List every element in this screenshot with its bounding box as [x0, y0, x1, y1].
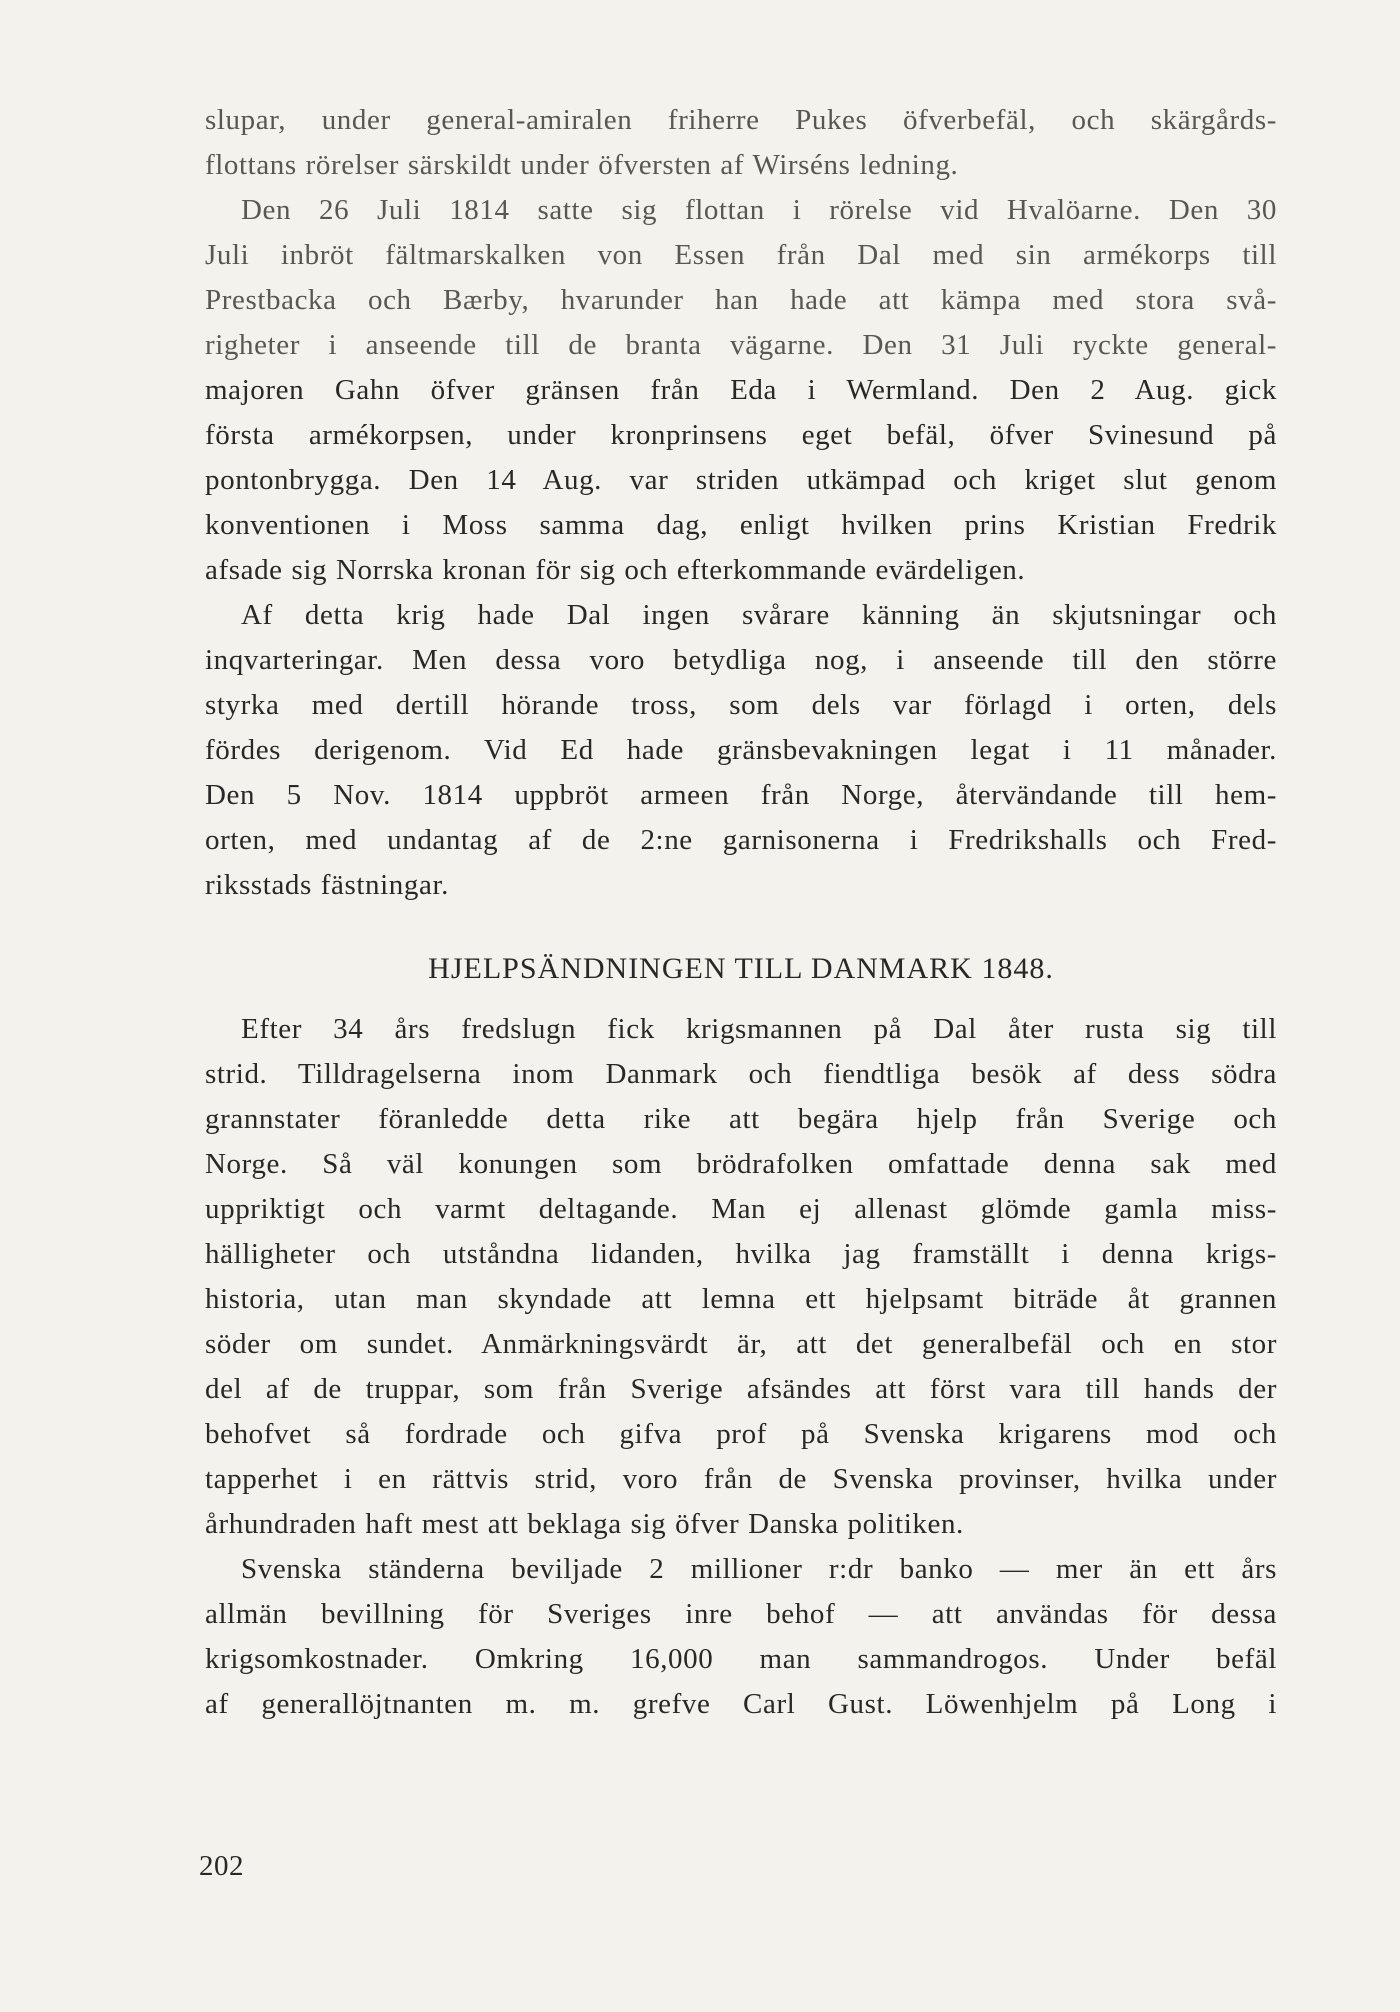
text-line: inqvarteringar. Men dessa voro betydliga nog, i anseende till den större: [205, 644, 1277, 676]
text-line: Af detta krig hade Dal ingen svårare känning än skjutsningar och: [241, 599, 1277, 631]
paragraph: [205, 1007, 1277, 1547]
text-line: styrka med dertill hörande tross, som dels var förlagd i orten, dels: [205, 689, 1277, 721]
text-line: grannstater föranledde detta rike att begära hjelp från Sverige och: [205, 1103, 1277, 1135]
paragraph: [205, 1547, 1277, 1727]
text-line: fördes derigenom. Vid Ed hade gränsbevakningen legat i 11 månader.: [205, 734, 1277, 766]
text-line: Prestbacka och Bærby, hvarunder han hade att kämpa med stora svå-: [205, 284, 1277, 316]
text-line: behofvet så fordrade och gifva prof på Svenska krigarens mod och: [205, 1418, 1277, 1450]
text-line: konventionen i Moss samma dag, enligt hvilken prins Kristian Fredrik: [205, 509, 1277, 541]
paragraph: [205, 188, 1277, 593]
text-line: flottans rörelser särskildt under öfversten af Wirséns ledning.: [205, 149, 959, 181]
text-block-main: [205, 1007, 1277, 1727]
text-line: första armékorpsen, under kronprinsens eget befäl, öfver Svinesund på: [205, 419, 1277, 451]
text-line: orten, med undantag af de 2:ne garnisonerna i Fredrikshalls och Fred-: [205, 824, 1277, 856]
text-line: afsade sig Norrska kronan för sig och efterkommande evärdeligen.: [205, 554, 1026, 586]
text-line: Den 5 Nov. 1814 uppbröt armeen från Norge, återvändande till hem-: [205, 779, 1277, 811]
text-line: hälligheter och utståndna lidanden, hvilka jag framställt i denna krigs-: [205, 1238, 1277, 1270]
text-line: pontonbrygga. Den 14 Aug. var striden utkämpad och kriget slut genom: [205, 464, 1277, 496]
text-line: slupar, under general-amiralen friherre Pukes öfverbefäl, och skärgårds-: [205, 104, 1277, 136]
text-line: righeter i anseende till de branta vägarne. Den 31 Juli ryckte general-: [205, 329, 1277, 361]
text-line: Juli inbröt fältmarskalken von Essen från Dal med sin armékorps till: [205, 239, 1277, 271]
text-line: allmän bevillning för Sveriges inre behof — att användas för dessa: [205, 1598, 1277, 1630]
text-line: af generallöjtnanten m. m. grefve Carl Gust. Löwenhjelm på Long i: [205, 1688, 1277, 1720]
text-line: Svenska ständerna beviljade 2 millioner r:dr banko — mer än ett års: [241, 1553, 1277, 1585]
text-line: Den 26 Juli 1814 satte sig flottan i rörelse vid Hvalöarne. Den 30: [241, 194, 1277, 226]
text-line: söder om sundet. Anmärkningsvärdt är, att det generalbefäl och en stor: [205, 1328, 1277, 1360]
text-line: krigsomkostnader. Omkring 16,000 man sammandrogos. Under befäl: [205, 1643, 1277, 1675]
paragraph: [205, 98, 1277, 188]
text-block-top: [205, 98, 1277, 908]
text-line: majoren Gahn öfver gränsen från Eda i Wermland. Den 2 Aug. gick: [205, 374, 1277, 406]
text-line: Efter 34 års fredslugn fick krigsmannen på Dal åter rusta sig till: [241, 1013, 1277, 1045]
section-heading: HJELPSÄNDNINGEN TILL DANMARK 1848.: [428, 952, 1054, 985]
text-line: Norge. Så väl konungen som brödrafolken omfattade denna sak med: [205, 1148, 1277, 1180]
text-line: tapperhet i en rättvis strid, voro från de Svenska provinser, hvilka under: [205, 1463, 1277, 1495]
page-number: 202: [199, 1850, 244, 1882]
text-line: del af de truppar, som från Sverige afsändes att först vara till hands der: [205, 1373, 1277, 1405]
text-line: århundraden haft mest att beklaga sig öfver Danska politiken.: [205, 1508, 964, 1540]
text-line: uppriktigt och varmt deltagande. Man ej allenast glömde gamla miss-: [205, 1193, 1277, 1225]
paragraph: [205, 593, 1277, 908]
text-line: riksstads fästningar.: [205, 869, 449, 901]
text-line: strid. Tilldragelserna inom Danmark och fiendtliga besök af dess södra: [205, 1058, 1277, 1090]
text-line: historia, utan man skyndade att lemna ett hjelpsamt biträde åt grannen: [205, 1283, 1277, 1315]
